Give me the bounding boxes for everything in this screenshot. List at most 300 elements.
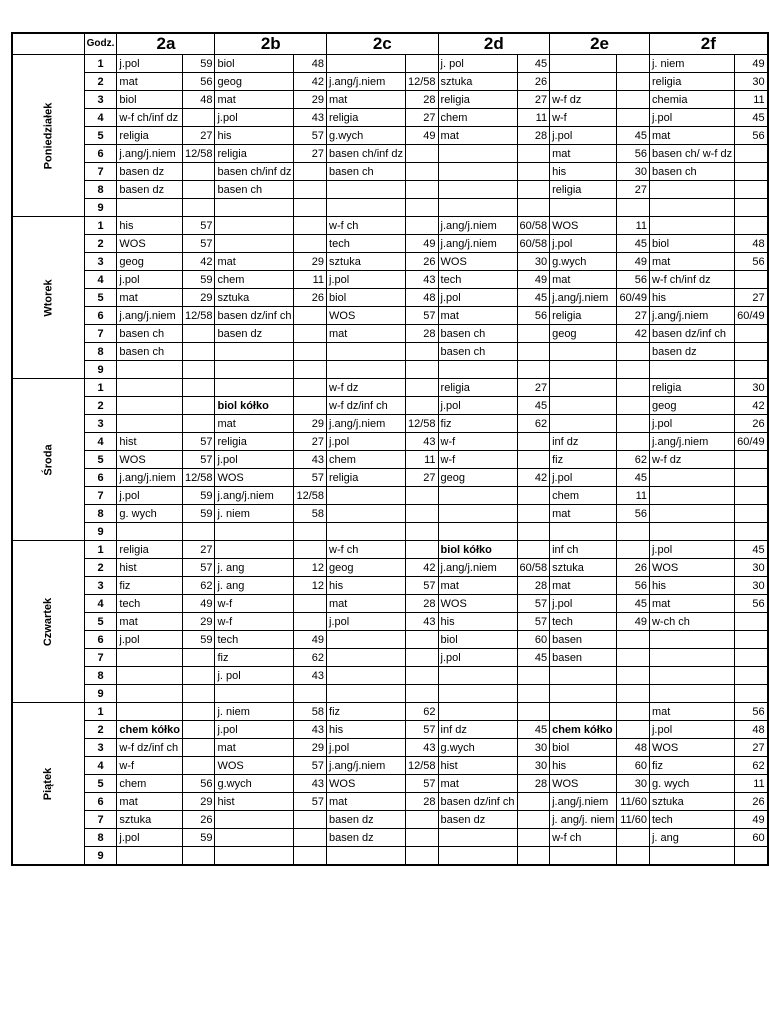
subject-cell: hist <box>117 433 183 451</box>
room-cell: 12 <box>294 577 327 595</box>
room-cell: 27 <box>517 379 550 397</box>
room-cell: 43 <box>406 433 439 451</box>
subject-cell <box>649 685 734 703</box>
room-cell: 43 <box>406 271 439 289</box>
room-cell: 29 <box>294 415 327 433</box>
subject-cell: fiz <box>327 703 406 721</box>
subject-cell <box>215 685 294 703</box>
subject-cell <box>550 199 617 217</box>
subject-cell: w-f ch <box>327 217 406 235</box>
subject-cell <box>117 523 183 541</box>
room-cell <box>182 163 215 181</box>
subject-cell: biol <box>550 739 617 757</box>
subject-cell: basen ch <box>649 163 734 181</box>
room-cell: 12/58 <box>406 757 439 775</box>
room-cell: 30 <box>735 559 768 577</box>
subject-cell: mat <box>649 703 734 721</box>
subject-cell: mat <box>438 127 517 145</box>
room-cell <box>617 721 650 739</box>
room-cell: 11 <box>294 271 327 289</box>
subject-cell: j. niem <box>649 55 734 73</box>
subject-cell: religia <box>649 379 734 397</box>
subject-cell: chem kółko <box>550 721 617 739</box>
room-cell: 27 <box>617 307 650 325</box>
subject-cell: mat <box>550 271 617 289</box>
period-row <box>12 145 768 163</box>
room-cell: 49 <box>735 55 768 73</box>
day-name: Poniedziałek <box>42 102 55 169</box>
subject-cell: his <box>550 163 617 181</box>
period-number: 5 <box>84 451 117 469</box>
subject-cell: hist <box>117 559 183 577</box>
subject-cell: WOS <box>550 217 617 235</box>
subject-cell: basen ch <box>327 163 406 181</box>
subject-cell: tech <box>438 271 517 289</box>
subject-cell: j.ang/j.niem <box>327 415 406 433</box>
period-row <box>12 811 768 829</box>
subject-cell: fiz <box>117 577 183 595</box>
room-cell: 45 <box>517 649 550 667</box>
subject-cell: biol <box>117 91 183 109</box>
room-cell: 57 <box>182 235 215 253</box>
period-number: 8 <box>84 505 117 523</box>
room-cell <box>182 361 215 379</box>
subject-cell: chemia <box>649 91 734 109</box>
subject-cell: basen dz <box>117 181 183 199</box>
room-cell: 11 <box>617 487 650 505</box>
subject-cell <box>117 415 183 433</box>
room-cell <box>294 361 327 379</box>
subject-cell <box>117 361 183 379</box>
period-row <box>12 91 768 109</box>
subject-cell: biol <box>438 631 517 649</box>
room-cell <box>406 487 439 505</box>
subject-cell: w-f <box>550 109 617 127</box>
room-cell <box>735 343 768 361</box>
period-row <box>12 757 768 775</box>
period-row <box>12 451 768 469</box>
room-cell: 60/58 <box>517 235 550 253</box>
subject-cell: sztuka <box>117 811 183 829</box>
subject-cell <box>215 199 294 217</box>
period-number: 4 <box>84 271 117 289</box>
period-row <box>12 631 768 649</box>
subject-cell: j.pol <box>550 235 617 253</box>
subject-cell <box>550 847 617 866</box>
period-row <box>12 217 768 235</box>
period-number: 6 <box>84 631 117 649</box>
subject-cell <box>438 181 517 199</box>
room-cell: 11/60 <box>617 793 650 811</box>
period-number: 6 <box>84 307 117 325</box>
subject-cell: religia <box>438 379 517 397</box>
room-cell <box>617 361 650 379</box>
room-cell: 26 <box>294 289 327 307</box>
period-row <box>12 307 768 325</box>
room-cell: 42 <box>617 325 650 343</box>
room-cell <box>294 307 327 325</box>
subject-cell <box>550 685 617 703</box>
room-cell: 48 <box>735 721 768 739</box>
room-cell: 45 <box>517 289 550 307</box>
room-cell: 27 <box>182 541 215 559</box>
period-row <box>12 271 768 289</box>
subject-cell: j.pol <box>649 541 734 559</box>
room-cell <box>517 811 550 829</box>
period-number: 2 <box>84 73 117 91</box>
room-cell <box>517 181 550 199</box>
subject-cell: w-f <box>215 595 294 613</box>
room-cell: 59 <box>182 829 215 847</box>
subject-cell <box>327 847 406 866</box>
room-cell: 27 <box>735 289 768 307</box>
subject-cell <box>550 73 617 91</box>
subject-cell: w-f <box>117 757 183 775</box>
room-cell <box>182 685 215 703</box>
subject-cell: his <box>649 289 734 307</box>
period-row <box>12 541 768 559</box>
room-cell: 43 <box>406 739 439 757</box>
subject-cell <box>327 181 406 199</box>
room-cell: 43 <box>406 613 439 631</box>
subject-cell: religia <box>215 145 294 163</box>
subject-cell: basen ch/ w-f dz <box>649 145 734 163</box>
subject-cell <box>550 415 617 433</box>
room-cell <box>182 109 215 127</box>
room-cell: 57 <box>182 451 215 469</box>
subject-cell: basen ch <box>438 343 517 361</box>
period-number: 9 <box>84 847 117 866</box>
subject-cell: j.ang/j.niem <box>438 235 517 253</box>
period-number: 1 <box>84 55 117 73</box>
room-cell: 11 <box>517 109 550 127</box>
subject-cell: geog <box>117 253 183 271</box>
room-cell: 57 <box>406 577 439 595</box>
subject-cell: mat <box>117 289 183 307</box>
subject-cell <box>327 631 406 649</box>
subject-cell: inf dz <box>550 433 617 451</box>
subject-cell: his <box>438 613 517 631</box>
subject-cell <box>327 685 406 703</box>
subject-cell: chem kółko <box>117 721 183 739</box>
room-cell <box>406 541 439 559</box>
room-cell <box>182 181 215 199</box>
period-number: 6 <box>84 145 117 163</box>
subject-cell: mat <box>327 325 406 343</box>
room-cell: 45 <box>517 721 550 739</box>
subject-cell: j. ang <box>215 577 294 595</box>
room-cell: 59 <box>182 55 215 73</box>
subject-cell <box>550 55 617 73</box>
room-cell: 26 <box>617 559 650 577</box>
subject-cell: j.pol <box>649 109 734 127</box>
room-cell <box>617 343 650 361</box>
subject-cell: j.ang/j.niem <box>649 433 734 451</box>
room-cell: 42 <box>517 469 550 487</box>
corner-cell <box>12 33 84 55</box>
subject-cell <box>550 397 617 415</box>
subject-cell: j.pol <box>215 109 294 127</box>
subject-cell: religia <box>550 307 617 325</box>
room-cell <box>406 505 439 523</box>
subject-cell: biol <box>327 289 406 307</box>
room-cell: 26 <box>517 73 550 91</box>
subject-cell: basen dz <box>327 811 406 829</box>
room-cell <box>517 685 550 703</box>
subject-cell: w-f dz/inf ch <box>117 739 183 757</box>
period-row <box>12 253 768 271</box>
room-cell <box>517 199 550 217</box>
subject-cell: basen ch <box>215 181 294 199</box>
subject-cell: j.ang/j.niem <box>550 793 617 811</box>
subject-cell: sztuka <box>327 253 406 271</box>
subject-cell: j. niem <box>215 703 294 721</box>
subject-cell: mat <box>649 127 734 145</box>
room-cell: 28 <box>406 325 439 343</box>
room-cell <box>406 55 439 73</box>
subject-cell: biol <box>215 55 294 73</box>
day-name: Piątek <box>42 767 55 800</box>
subject-cell <box>649 505 734 523</box>
subject-cell <box>438 505 517 523</box>
room-cell: 60/58 <box>517 217 550 235</box>
period-row <box>12 685 768 703</box>
room-cell: 30 <box>735 379 768 397</box>
subject-cell: j.pol <box>117 487 183 505</box>
period-row <box>12 433 768 451</box>
subject-cell <box>215 379 294 397</box>
subject-cell: j.ang/j.niem <box>438 559 517 577</box>
subject-cell: mat <box>550 577 617 595</box>
room-cell: 57 <box>294 127 327 145</box>
subject-cell <box>117 397 183 415</box>
period-number: 5 <box>84 289 117 307</box>
subject-cell: j.pol <box>327 433 406 451</box>
room-cell: 27 <box>294 433 327 451</box>
room-cell: 48 <box>294 55 327 73</box>
subject-cell: hist <box>438 757 517 775</box>
subject-cell: his <box>550 757 617 775</box>
subject-cell <box>327 487 406 505</box>
period-number: 1 <box>84 703 117 721</box>
period-number: 3 <box>84 577 117 595</box>
room-cell <box>294 325 327 343</box>
subject-cell: j.ang/j.niem <box>215 487 294 505</box>
day-name: Czwartek <box>42 597 55 646</box>
subject-cell <box>438 685 517 703</box>
period-row <box>12 163 768 181</box>
class-header-2e: 2e <box>550 33 650 55</box>
subject-cell <box>327 505 406 523</box>
room-cell <box>735 163 768 181</box>
room-cell: 57 <box>517 595 550 613</box>
room-cell <box>517 829 550 847</box>
room-cell: 62 <box>406 703 439 721</box>
subject-cell: geog <box>550 325 617 343</box>
timetable-body <box>12 55 768 866</box>
subject-cell <box>327 199 406 217</box>
room-cell: 48 <box>406 289 439 307</box>
room-cell: 59 <box>182 271 215 289</box>
room-cell: 30 <box>617 163 650 181</box>
period-row <box>12 559 768 577</box>
room-cell: 45 <box>517 55 550 73</box>
room-cell <box>735 847 768 866</box>
room-cell: 12 <box>294 559 327 577</box>
period-number: 4 <box>84 433 117 451</box>
room-cell: 45 <box>735 109 768 127</box>
period-number: 7 <box>84 649 117 667</box>
subject-cell: fiz <box>215 649 294 667</box>
room-cell: 29 <box>182 793 215 811</box>
room-cell: 57 <box>406 307 439 325</box>
room-cell: 49 <box>735 811 768 829</box>
room-cell <box>735 451 768 469</box>
room-cell <box>735 325 768 343</box>
room-cell: 57 <box>182 433 215 451</box>
class-header-2d: 2d <box>438 33 550 55</box>
room-cell <box>406 343 439 361</box>
room-cell <box>182 667 215 685</box>
period-number: 1 <box>84 217 117 235</box>
room-cell <box>406 181 439 199</box>
subject-cell: j.ang/j.niem <box>327 73 406 91</box>
subject-cell: biol kółko <box>438 541 517 559</box>
room-cell <box>617 397 650 415</box>
subject-cell: WOS <box>649 559 734 577</box>
period-row <box>12 325 768 343</box>
room-cell <box>294 829 327 847</box>
room-cell <box>294 541 327 559</box>
room-cell <box>617 73 650 91</box>
subject-cell: inf ch <box>550 541 617 559</box>
room-cell <box>735 469 768 487</box>
room-cell <box>517 667 550 685</box>
room-cell <box>182 721 215 739</box>
period-row <box>12 469 768 487</box>
room-cell: 26 <box>182 811 215 829</box>
room-cell <box>182 757 215 775</box>
subject-cell: sztuka <box>215 289 294 307</box>
room-cell: 45 <box>617 235 650 253</box>
room-cell <box>406 631 439 649</box>
subject-cell <box>327 667 406 685</box>
room-cell: 42 <box>406 559 439 577</box>
subject-cell: mat <box>327 595 406 613</box>
period-row <box>12 343 768 361</box>
subject-cell: j. pol <box>438 55 517 73</box>
period-number: 4 <box>84 757 117 775</box>
subject-cell <box>327 55 406 73</box>
subject-cell: g.wych <box>327 127 406 145</box>
subject-cell: w-f <box>438 451 517 469</box>
subject-cell <box>327 523 406 541</box>
room-cell <box>294 847 327 866</box>
room-cell: 57 <box>182 559 215 577</box>
room-cell: 30 <box>517 253 550 271</box>
room-cell: 60/49 <box>735 307 768 325</box>
subject-cell: religia <box>327 469 406 487</box>
room-cell: 28 <box>517 127 550 145</box>
subject-cell <box>649 649 734 667</box>
subject-cell <box>649 523 734 541</box>
room-cell <box>617 649 650 667</box>
subject-cell: religia <box>215 433 294 451</box>
room-cell <box>294 163 327 181</box>
subject-cell: j.ang/j.niem <box>550 289 617 307</box>
room-cell <box>617 829 650 847</box>
room-cell <box>735 271 768 289</box>
subject-cell <box>649 631 734 649</box>
room-cell: 12/58 <box>182 469 215 487</box>
room-cell <box>517 505 550 523</box>
period-row <box>12 415 768 433</box>
subject-cell: WOS <box>215 469 294 487</box>
room-cell: 28 <box>406 91 439 109</box>
room-cell: 11 <box>406 451 439 469</box>
subject-cell: j.ang/j.niem <box>117 307 183 325</box>
subject-cell <box>649 361 734 379</box>
room-cell: 57 <box>294 793 327 811</box>
room-cell: 56 <box>182 775 215 793</box>
period-number: 3 <box>84 415 117 433</box>
room-cell: 60 <box>735 829 768 847</box>
room-cell <box>294 595 327 613</box>
period-row <box>12 667 768 685</box>
room-cell <box>735 145 768 163</box>
room-cell <box>182 379 215 397</box>
subject-cell <box>117 379 183 397</box>
room-cell <box>735 361 768 379</box>
room-cell: 56 <box>735 703 768 721</box>
room-cell <box>406 199 439 217</box>
subject-cell: mat <box>215 253 294 271</box>
subject-cell <box>649 199 734 217</box>
room-cell <box>406 523 439 541</box>
room-cell: 62 <box>617 451 650 469</box>
room-cell: 43 <box>294 451 327 469</box>
room-cell <box>735 685 768 703</box>
room-cell <box>617 379 650 397</box>
room-cell: 29 <box>294 253 327 271</box>
subject-cell <box>438 847 517 866</box>
room-cell: 56 <box>617 145 650 163</box>
period-row <box>12 73 768 91</box>
subject-cell <box>550 343 617 361</box>
room-cell: 59 <box>182 487 215 505</box>
subject-cell: basen dz/inf ch <box>215 307 294 325</box>
room-cell <box>735 487 768 505</box>
period-row <box>12 235 768 253</box>
period-row <box>12 55 768 73</box>
room-cell <box>517 325 550 343</box>
subject-cell <box>550 361 617 379</box>
room-cell <box>406 163 439 181</box>
period-number: 6 <box>84 793 117 811</box>
period-number: 2 <box>84 397 117 415</box>
room-cell: 26 <box>735 415 768 433</box>
room-cell <box>182 397 215 415</box>
subject-cell: religia <box>550 181 617 199</box>
room-cell <box>182 343 215 361</box>
subject-cell: basen ch <box>117 343 183 361</box>
period-row <box>12 847 768 866</box>
subject-cell: j.ang/j.niem <box>117 145 183 163</box>
day-name: Środa <box>42 443 55 476</box>
room-cell <box>735 649 768 667</box>
period-number: 3 <box>84 253 117 271</box>
subject-cell: g. wych <box>649 775 734 793</box>
